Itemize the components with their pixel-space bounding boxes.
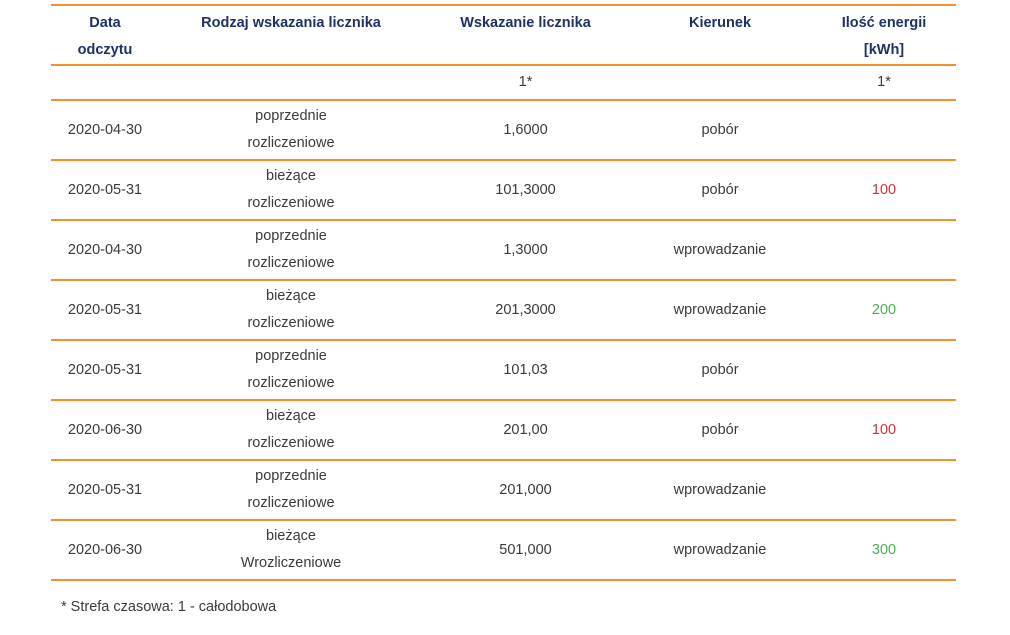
header-direction: Kierunek [628,5,812,65]
table-row [51,520,956,580]
cell-value: 101,03 [423,340,628,400]
cell-type-line2: rozliczeniowe [247,435,335,451]
cell-date: 2020-04-30 [51,100,159,160]
cell-type-line2: rozliczeniowe [247,495,335,511]
cell-energy [812,220,956,280]
zone-energy: 1* [812,65,956,100]
table-row [51,400,956,460]
cell-direction: pobór [628,340,812,400]
cell-type [159,280,423,340]
cell-energy [812,340,956,400]
cell-type-line2: rozliczeniowe [247,255,335,271]
cell-type-line1: poprzednie [255,348,327,364]
cell-type-line1: poprzednie [255,228,327,244]
cell-energy: 100 [812,160,956,220]
cell-date: 2020-05-31 [51,340,159,400]
table-row [51,100,956,160]
header-energy [812,5,956,65]
cell-value: 501,000 [423,520,628,580]
zone-value: 1* [423,65,628,100]
table-body [51,100,956,580]
cell-value: 101,3000 [423,160,628,220]
cell-value: 201,00 [423,400,628,460]
header-energy-label: Ilość energii [kWh] [841,15,927,58]
cell-type [159,460,423,520]
cell-type [159,520,423,580]
cell-type-line2: rozliczeniowe [247,375,335,391]
zone-type [159,65,423,100]
cell-type-line1: poprzednie [255,468,327,484]
cell-type-line1: bieżące [266,168,316,184]
cell-direction: pobór [628,400,812,460]
cell-direction: pobór [628,100,812,160]
cell-date: 2020-04-30 [51,220,159,280]
cell-type-line2: rozliczeniowe [247,135,335,151]
cell-value: 201,000 [423,460,628,520]
cell-energy [812,460,956,520]
table-row [51,340,956,400]
cell-value: 201,3000 [423,280,628,340]
cell-direction: wprowadzanie [628,280,812,340]
cell-energy: 200 [812,280,956,340]
cell-date: 2020-05-31 [51,280,159,340]
meter-readings-table [51,4,956,581]
cell-date: 2020-06-30 [51,520,159,580]
cell-energy [812,100,956,160]
cell-value: 1,6000 [423,100,628,160]
cell-value: 1,3000 [423,220,628,280]
cell-direction: wprowadzanie [628,520,812,580]
cell-date: 2020-06-30 [51,400,159,460]
zone-date [51,65,159,100]
table-row [51,220,956,280]
time-zone-row [51,65,956,100]
table-header-row [51,5,956,65]
cell-type-line1: bieżące [266,288,316,304]
cell-type-line2: Wrozliczeniowe [240,555,342,571]
cell-type-line1: poprzednie [255,108,327,124]
table-row [51,160,956,220]
cell-direction: pobór [628,160,812,220]
header-date-label: Data odczytu [77,15,133,58]
header-date [51,5,159,65]
header-type: Rodzaj wskazania licznika [159,5,423,65]
cell-type-line1: bieżące [266,528,316,544]
table-row [51,280,956,340]
cell-type [159,340,423,400]
cell-type-line2: rozliczeniowe [247,195,335,211]
footnote: * Strefa czasowa: 1 - całodobowa [61,599,277,615]
cell-direction: wprowadzanie [628,460,812,520]
cell-direction: wprowadzanie [628,220,812,280]
zone-direction [628,65,812,100]
cell-type-line1: bieżące [266,408,316,424]
cell-type-line2: rozliczeniowe [247,315,335,331]
cell-type [159,100,423,160]
header-value: Wskazanie licznika [423,5,628,65]
cell-type [159,160,423,220]
cell-date: 2020-05-31 [51,460,159,520]
cell-energy: 100 [812,400,956,460]
cell-type [159,220,423,280]
cell-energy: 300 [812,520,956,580]
cell-type [159,400,423,460]
cell-date: 2020-05-31 [51,160,159,220]
table-row [51,460,956,520]
